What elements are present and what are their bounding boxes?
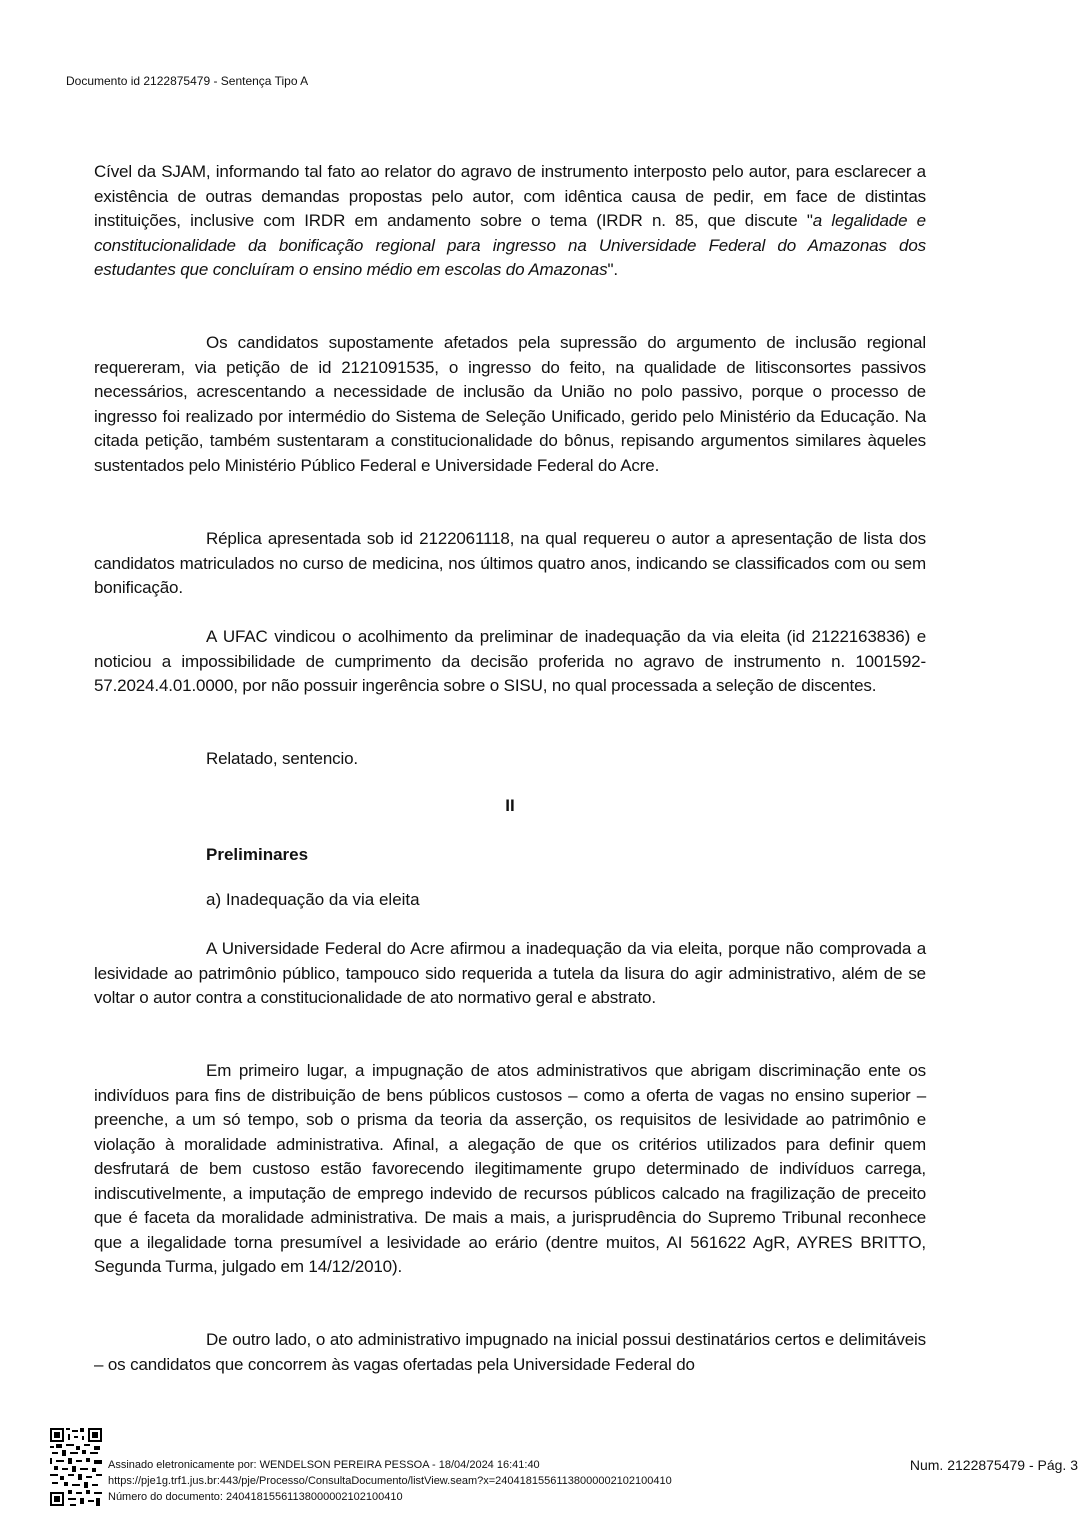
paragraph-2-text: Os candidatos supostamente afetados pela supressão do argumento de inclusão regional requereram, via petição de id 2121091535, o ingresso do feito, na qualidade de litisconsortes passivos necessários, acrescentando a necessidade de inclusão da União no polo passivo, porque o processo de ingresso foi realizado por intermédio do Sistema de Seleção Unificado, gerido pelo Ministério da Educação. Na citada petição, também sustentaram a constitucionalidade do bônus, repisando argumentos similares àqueles sustentados pelo Ministério Público Federal e Universidade Federal do Acre.: [94, 333, 926, 475]
paragraph-1-end: ".: [607, 260, 618, 279]
paragraph-8: [94, 1328, 926, 1377]
paragraph-5-text: Relatado, sentencio.: [206, 749, 358, 768]
document-url-link[interactable]: https://pje1g.trf1.jus.br:443/pje/Processo/ConsultaDocumento/listView.seam?x=24041815561138000002102100410: [108, 1475, 672, 1487]
paragraph-1-text: Cível da SJAM, informando tal fato ao relator do agravo de instrumento interposto pelo autor, para esclarecer a existência de outras demandas propostas pelo autor, com idêntica causa de pedir, em face de distintas instituições, inclusive com IRDR em andamento sobre o tema (IRDR n. 85, que discute ": [94, 162, 926, 230]
document-id-header: Documento id 2122875479 - Sentença Tipo A: [66, 74, 309, 88]
paragraph-4: [94, 625, 926, 699]
section-number-heading: II: [505, 796, 515, 815]
paragraph-3: [94, 527, 926, 601]
signature-footer: [108, 1457, 672, 1505]
paragraph-7: [94, 1059, 926, 1280]
qr-code-icon: [50, 1424, 102, 1508]
subsection-a-heading: a) Inadequação da via eleita: [206, 890, 420, 909]
signed-by-line: Assinado eletronicamente por: WENDELSON PEREIRA PESSOA - 18/04/2024 16:41:40: [108, 1459, 540, 1471]
paragraph-6: [94, 937, 926, 1011]
paragraph-1: [94, 160, 926, 283]
paragraph-8-text: De outro lado, o ato administrativo impugnado na inicial possui destinatários certos e delimitáveis – os candidatos que concorrem às vagas ofertadas pela Universidade Federal do: [94, 1330, 926, 1374]
preliminares-heading: Preliminares: [206, 845, 309, 864]
page-number: Num. 2122875479 - Pág. 3: [909, 1457, 1078, 1473]
paragraph-7-text: Em primeiro lugar, a impugnação de atos administrativos que abrigam discriminação ente os indivíduos para fins de distribuição de bens públicos custosos – como a oferta de vagas no ensino superior – preenche, a um só tempo, sob o prisma da teoria da asserção, os requisitos de lesividade ao patrimônio e violação à moralidade administrativa. Afinal, a alegação de que os critérios utilizados para definir quem desfrutará de bem custoso estão favorecendo ilegitimamente grupo determinado de indivíduos carrega, indiscutivelmente, a imputação de emprego indevido de recursos públicos calcado na fragilização de preceito que é faceta da moralidade administrativa. De mais a mais, a jurisprudência do Supremo Tribunal reconhece que a ilegalidade torna presumível a lesividade ao erário (dentre muitos, AI 561622 AgR, AYRES BRITTO, Segunda Turma, julgado em 14/12/2010).: [94, 1061, 926, 1276]
paragraph-3-text: Réplica apresentada sob id 2122061118, na qual requereu o autor a apresentação de lista dos candidatos matriculados no curso de medicina, nos últimos quatro anos, indicando se classificados com ou sem bonificação.: [94, 529, 926, 597]
paragraph-6-text: A Universidade Federal do Acre afirmou a inadequação da via eleita, porque não comprovada a lesividade ao patrimônio público, tampouco sido requerida a tutela da lisura do agir administrativo, além de se voltar o autor contra a constitucionalidade de ato normativo geral e abstrato.: [94, 939, 926, 1007]
paragraph-4-text: A UFAC vindicou o acolhimento da preliminar de inadequação da via eleita (id 2122163836) e noticiou a impossibilidade de cumprimento da decisão proferida no agravo de instrumento n. 1001592-57.2024.4.01.0000, por não possuir ingerência sobre o SISU, no qual processada a seleção de discentes.: [94, 627, 926, 695]
document-number-line: Número do documento: 24041815561138000002102100410: [108, 1491, 403, 1503]
paragraph-2: [94, 331, 926, 478]
paragraph-1-quote: a legalidade e constitucionalidade da bonificação regional para ingresso na Universidade Federal do Amazonas dos estudantes que concluíram o ensino médio em escolas do Amazonas: [94, 211, 926, 279]
paragraph-5: [94, 747, 926, 772]
